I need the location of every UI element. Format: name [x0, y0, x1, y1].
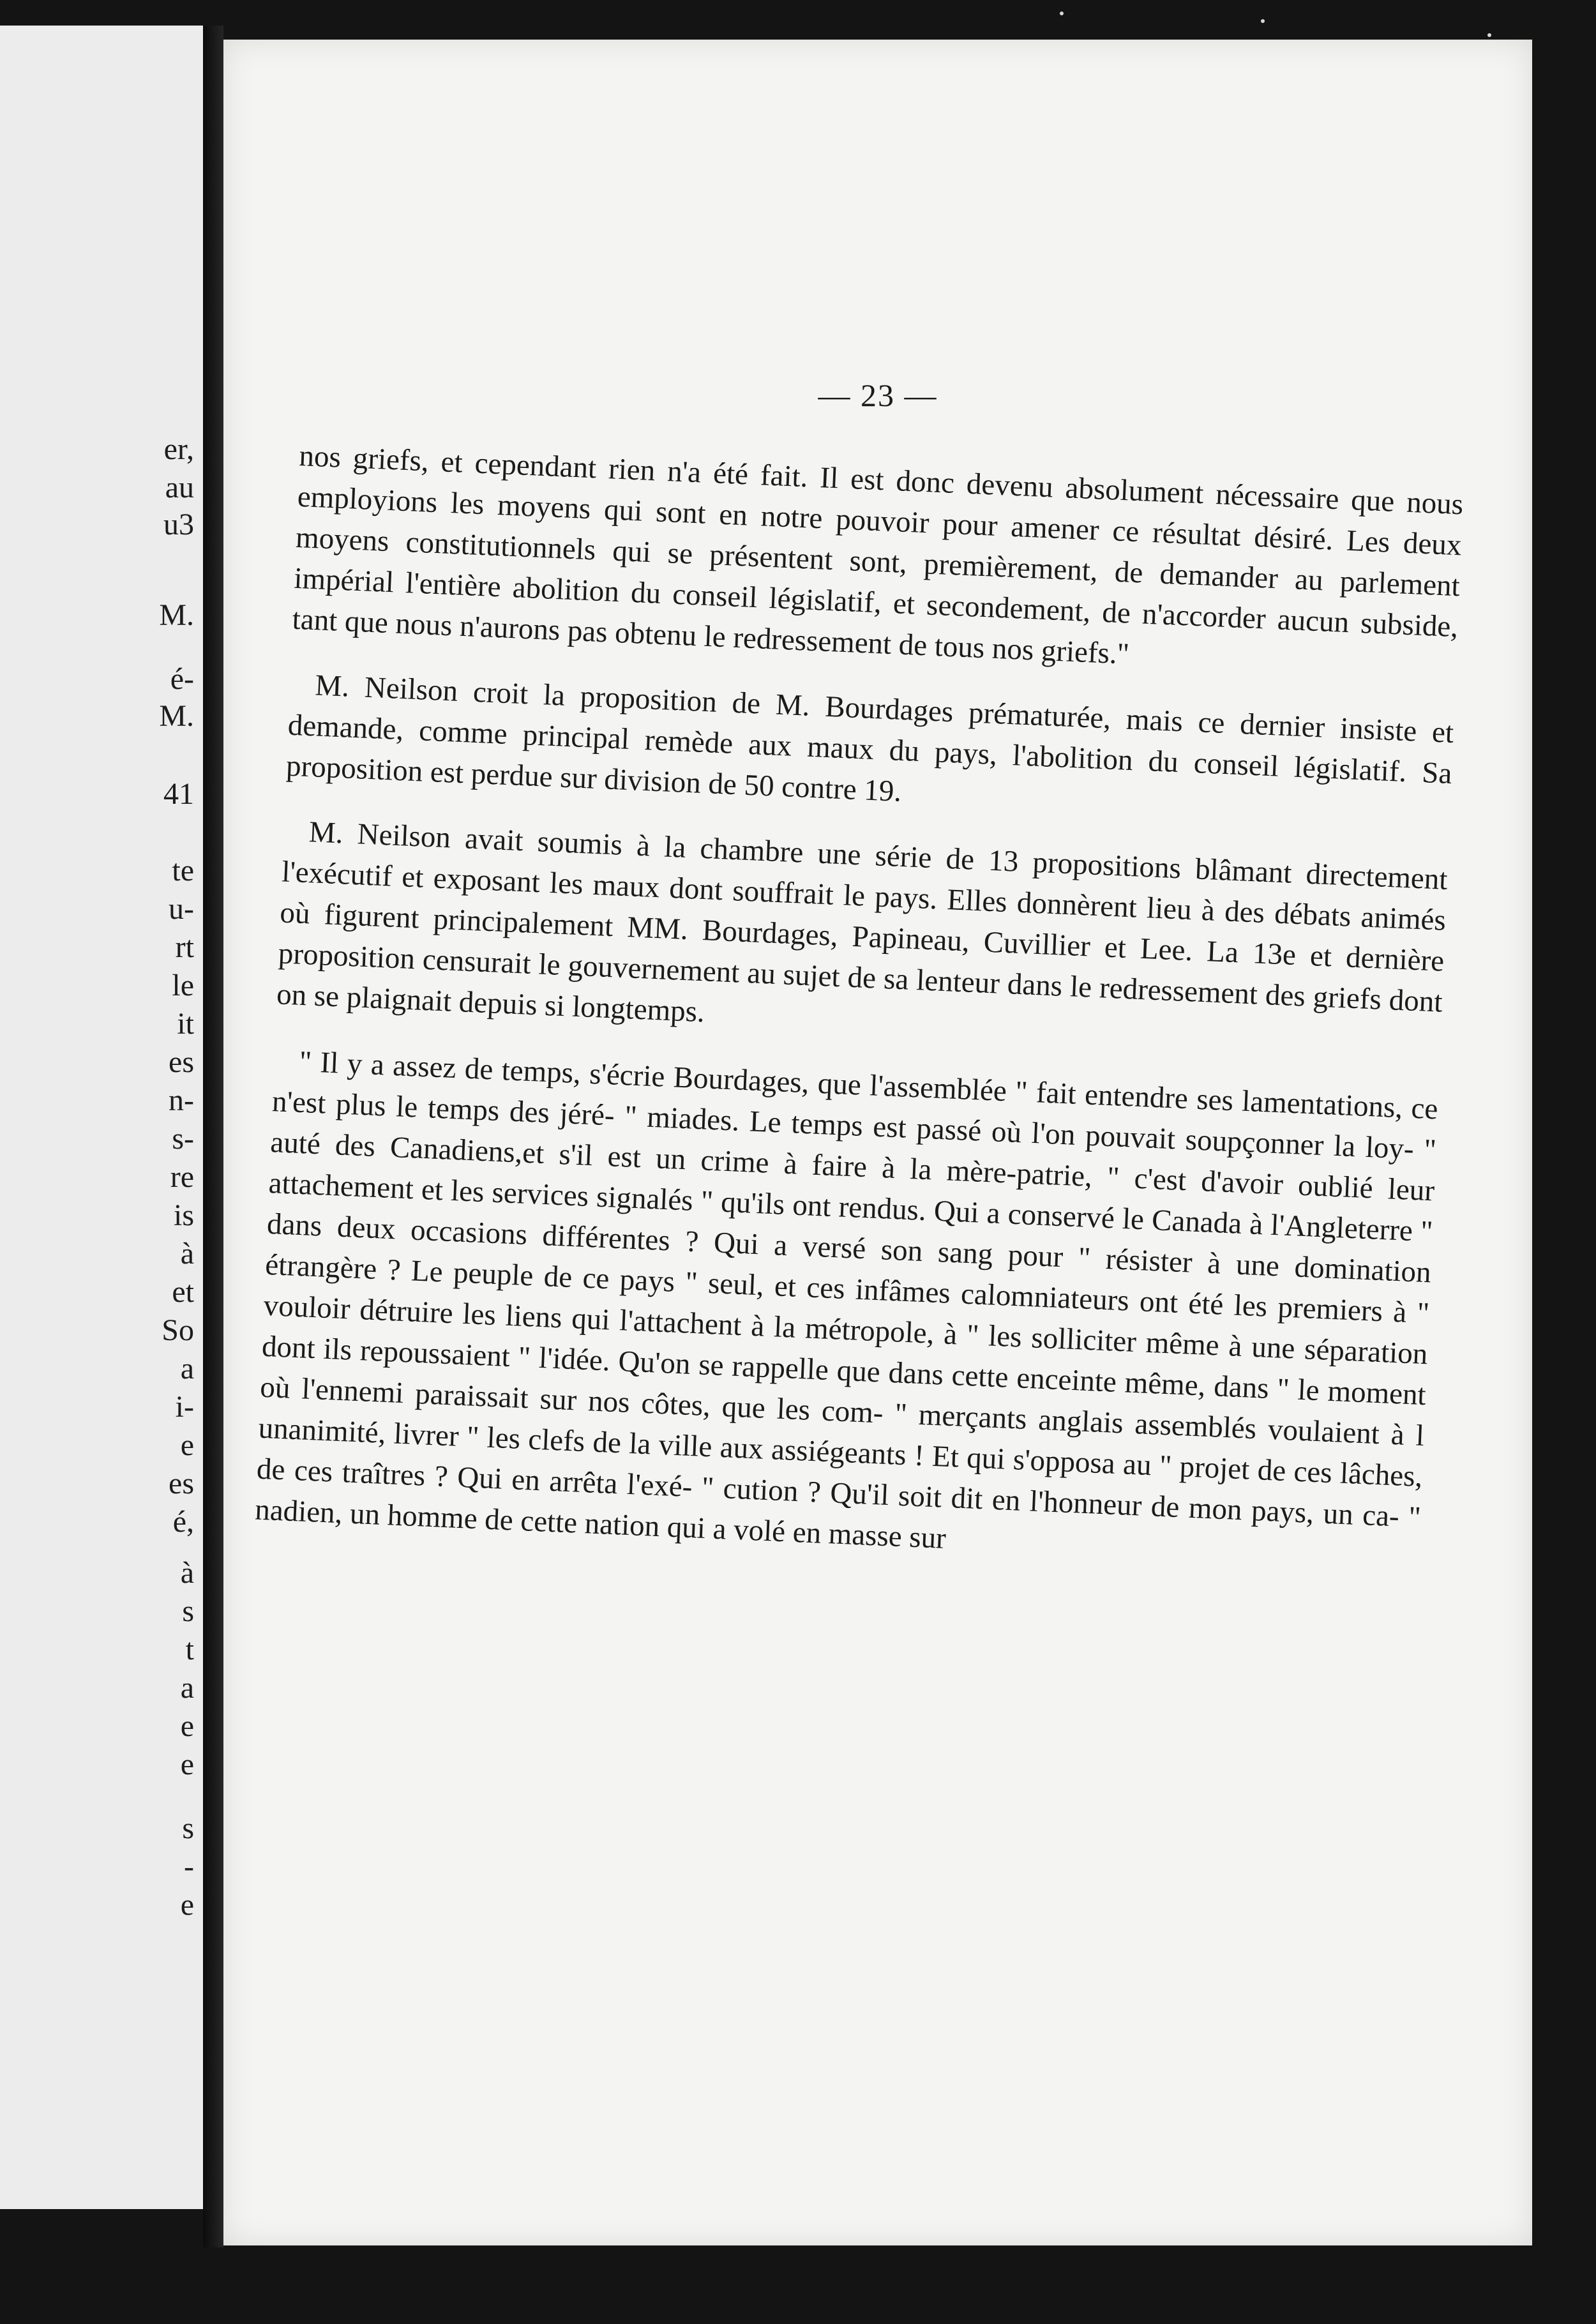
- left-page-fragment: So: [162, 1313, 194, 1347]
- left-page-fragment: is: [173, 1198, 194, 1232]
- page-body: [253, 435, 1464, 1603]
- paragraph-neilson-bourdages: M. Neilson croit la proposition de M. Bourdages prématurée, mais ce dernier insiste et demande, comme principal remède aux maux du pays, l'abolition du conseil législatif. Sa proposition est perdue sur division de 50 contre 19.: [285, 668, 1455, 808]
- left-page-fragment: es: [169, 1467, 194, 1500]
- page-number: — 23 —: [818, 377, 938, 413]
- left-page-fragment: te: [172, 854, 194, 887]
- left-page-fragment: i-: [175, 1390, 194, 1424]
- left-page-fragment: t: [185, 1633, 194, 1666]
- left-page-fragment: à: [180, 1237, 194, 1271]
- paragraph-bourdages-quote: " Il y a assez de temps, s'écrie Bourdages, que l'assemblée " fait entendre ses lamentations, ce n'est plus le temps des jéré- " miades. Le temps est passé où l'on pouvait soupçonner la loy- " auté des Canadiens,et s'il est un crime à faire à la mère-patrie, " c'est d'avoir oublié leur attachement et les services signalés " qu'ils ont rendus. Qui a conservé le Canada à l'Angleterre " dans deux occasions différentes ? Qui a versé son sang pour " résister à une domination étrangère ? Le peuple de ce pays " seul, et ces infâmes calomniateurs ont été les premiers à " vouloir détruire les liens qui l'attachent à la métropole, à " les solliciter même à une séparation dont ils repoussaient " l'idée. Qu'on se rappelle que dans cette enceinte même, dans " le moment où l'ennemi paraissait sur nos côtes, que les com- " merçants anglais assemblés voulaient à l unanimité, livrer " les clefs de la ville aux assiégeants ! Et qui s'opposa au " projet de ces lâches, de ces traîtres ? Qui en arrêta l'exé- " cution ? Qu'il soit dit en l'honneur de mon pays, un ca- " nadien, un homme de cette nation qui a volé en masse sur: [254, 1045, 1439, 1555]
- paragraph-propositions: M. Neilson avait soumis à la chambre une série de 13 propositions blâmant directement l'exécutif et exposant les maux dont souffrait le pays. Elles donnèrent lieu à des débats animés où figurent principalement MM. Bourdages, Papineau, Cuvillier et Lee. La 13e et dernière proposition censurait le gouvernement au sujet de sa lenteur dans le redressement des griefs dont on se plaignait depuis si longtemps.: [276, 815, 1449, 1029]
- left-page-fragment: it: [177, 1007, 194, 1041]
- book-page: [223, 40, 1532, 2245]
- left-page-fragment: es: [169, 1045, 194, 1079]
- left-page-fragment: s: [182, 1594, 194, 1628]
- left-page-fragment: e: [180, 1428, 194, 1462]
- left-page-fragment: n-: [169, 1083, 194, 1117]
- left-page-fragment: u-: [169, 892, 194, 926]
- left-page-fragment: a: [180, 1352, 194, 1385]
- left-page-fragment: s: [182, 1811, 194, 1845]
- left-page-fragment: a: [180, 1671, 194, 1705]
- left-page-fragment: et: [172, 1275, 194, 1309]
- left-facing-page: [0, 26, 205, 2209]
- left-page-fragment: u3: [163, 508, 194, 541]
- left-page-fragment: é-: [170, 662, 194, 696]
- left-page-fragment: au: [165, 471, 194, 504]
- left-page-fragment: rt: [175, 930, 194, 964]
- book-gutter: [203, 26, 223, 2247]
- left-page-fragment: -: [184, 1850, 194, 1883]
- left-page-fragment: e: [180, 1747, 194, 1781]
- left-page-fragment: le: [172, 969, 194, 1002]
- left-page-fragment: M.: [159, 598, 194, 632]
- left-page-fragment: e: [180, 1709, 194, 1743]
- left-page-fragment: er,: [163, 432, 194, 466]
- left-page-fragment: à: [180, 1556, 194, 1590]
- paragraph-continuation: nos griefs, et cependant rien n'a été fait. Il est donc devenu absolument nécessaire que nous employions les moyens qui sont en notre pouvoir pour amener ce résultat désiré. Les deux moyens constitutionnels qui se présentent sont, premièrement, de demander au parlement impérial l'entière abolition du conseil législatif, et secondement, de n'accorder aucun subside, tant que nous n'aurons pas obtenu le redressement de tous nos griefs.": [291, 439, 1464, 671]
- left-page-text-fragments: [0, 26, 203, 2209]
- left-page-fragment: s-: [172, 1122, 194, 1156]
- left-page-fragment: re: [170, 1160, 194, 1194]
- left-page-fragment: 41: [163, 777, 194, 811]
- left-page-fragment: é,: [172, 1505, 194, 1539]
- left-page-fragment: M.: [159, 699, 194, 733]
- left-page-fragment: e: [180, 1888, 194, 1922]
